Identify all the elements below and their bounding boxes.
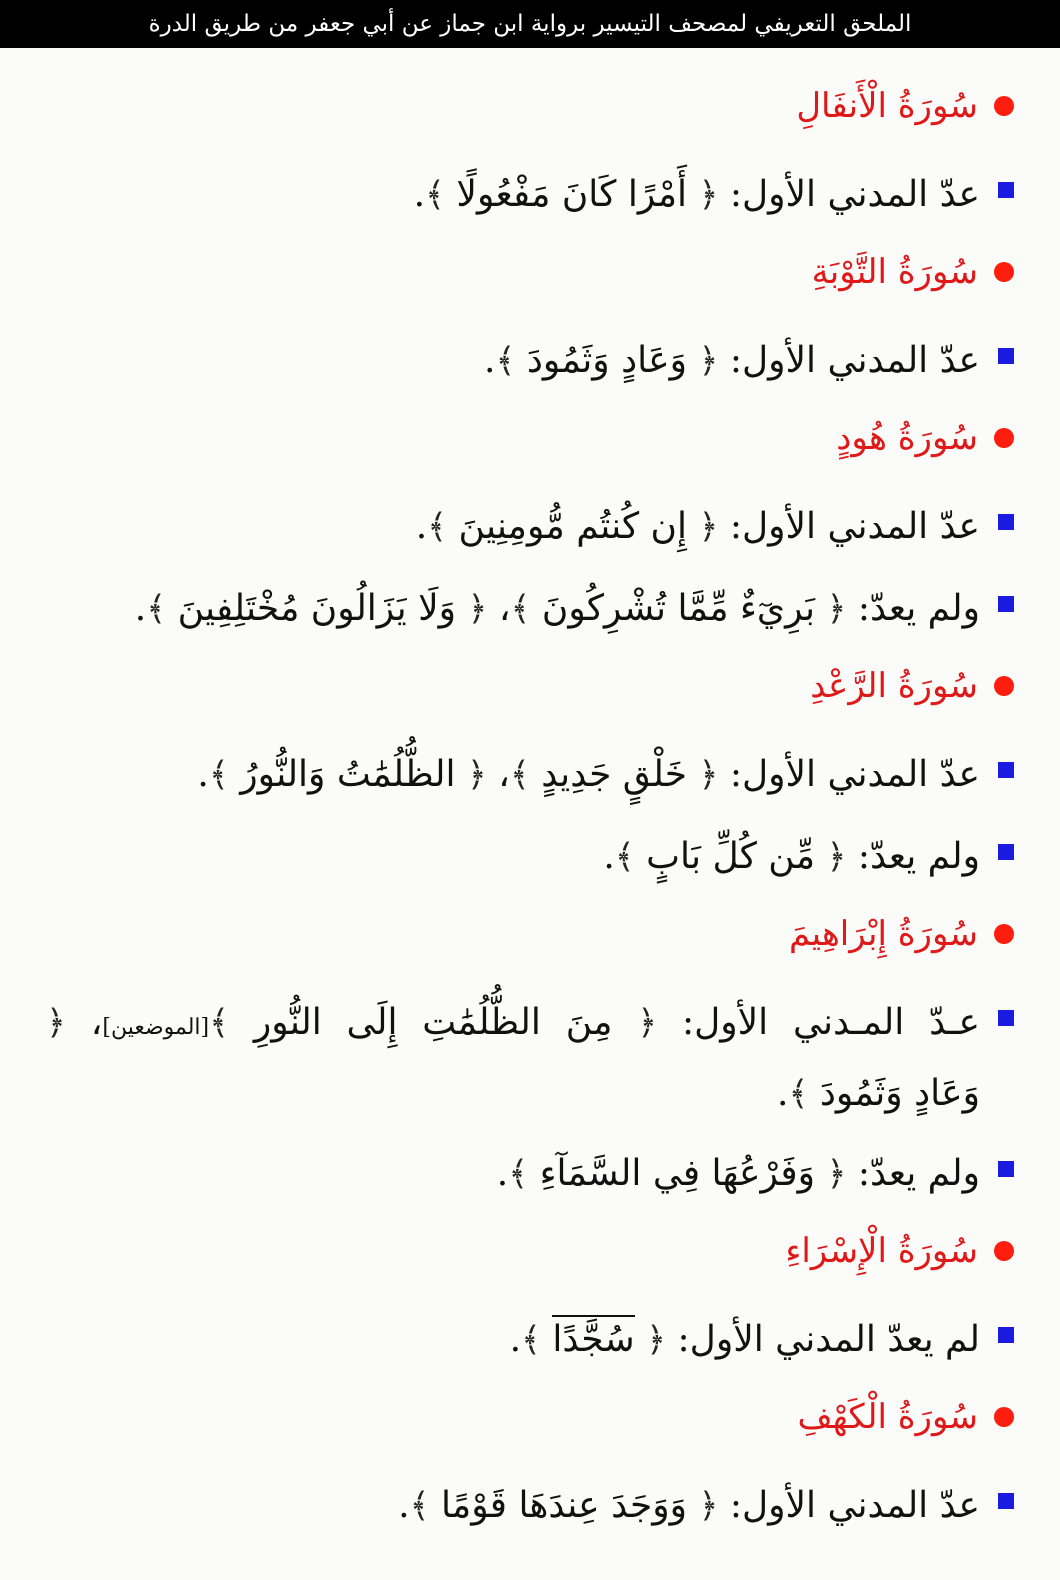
open-bracket: ﴿ xyxy=(698,507,719,547)
verse-text: الظُّلُمَٰتُ وَالنُّورُ xyxy=(240,754,456,795)
bullet-square-icon xyxy=(998,182,1014,198)
surah-name: سُورَةُ الْأَنفَالِ xyxy=(796,86,978,126)
period: . xyxy=(413,174,426,215)
verse-text: بَرِيٓءٌ مِّمَّا تُشْرِكُونَ xyxy=(541,588,815,629)
item-label: لم يعدّ المدني الأول: xyxy=(666,1319,980,1360)
verse-text: وَعَادٍ وَثَمُودَ xyxy=(526,340,687,381)
item-label: عدّ المدني الأول: xyxy=(718,1485,980,1526)
list-item xyxy=(46,314,1014,396)
surah-heading xyxy=(46,1375,1014,1459)
period: . xyxy=(496,1153,509,1194)
item-label: عدّ المدني الأول: xyxy=(718,174,980,215)
bullet-dot-icon xyxy=(994,96,1014,116)
close-bracket: ﴾ xyxy=(614,837,635,877)
surah-name: سُورَةُ الْكَهْفِ xyxy=(797,1397,978,1437)
close-bracket: ﴾ xyxy=(509,755,530,795)
bullet-square-icon xyxy=(998,1493,1014,1509)
list-item xyxy=(46,1293,1014,1375)
item-text xyxy=(497,1141,980,1207)
open-bracket: ﴿ xyxy=(826,837,847,877)
bullet-square-icon xyxy=(998,1161,1014,1177)
item-label: عدّ المدني الأول: xyxy=(718,340,980,381)
verse-text: خَلْقٍ جَدِيدٍ xyxy=(541,754,687,795)
list-item xyxy=(46,1459,1014,1541)
list-item xyxy=(46,1127,1014,1209)
close-bracket: ﴾ xyxy=(508,1154,529,1194)
bullet-square-icon xyxy=(998,348,1014,364)
list-item xyxy=(46,562,1014,644)
bullet-dot-icon xyxy=(994,1241,1014,1261)
open-bracket: ﴿ xyxy=(46,1003,66,1043)
open-bracket: ﴿ xyxy=(646,1320,667,1360)
item-text xyxy=(484,328,980,394)
list-item xyxy=(46,480,1014,562)
item-text xyxy=(46,990,980,1127)
verse-text: إِن كُنتُم مُّومِنِينَ xyxy=(458,506,687,547)
surah-name: سُورَةُ الْإِسْرَاءِ xyxy=(785,1231,978,1271)
close-bracket: ﴾ xyxy=(209,1003,230,1043)
surah-heading xyxy=(46,64,1014,148)
item-text xyxy=(398,1473,980,1539)
close-bracket: ﴾ xyxy=(208,755,229,795)
verse-text: وَفَرْعُهَا فِي السَّمَآءِ xyxy=(539,1153,815,1194)
bullet-dot-icon xyxy=(994,1407,1014,1427)
item-text xyxy=(510,1307,980,1373)
open-bracket: ﴿ xyxy=(637,1003,658,1043)
open-bracket: ﴿ xyxy=(698,341,719,381)
close-bracket: ﴾ xyxy=(409,1486,430,1526)
surah-heading xyxy=(46,396,1014,480)
open-bracket: ﴿ xyxy=(698,1486,719,1526)
surah-name: سُورَةُ الرَّعْدِ xyxy=(810,666,978,706)
item-text xyxy=(414,162,980,228)
list-item xyxy=(46,148,1014,230)
bullet-square-icon xyxy=(998,1010,1014,1026)
bullet-square-icon xyxy=(998,762,1014,778)
verse-text: سُجَّدًا xyxy=(552,1315,634,1360)
period: . xyxy=(134,588,147,629)
bullet-dot-icon xyxy=(994,676,1014,696)
surah-heading xyxy=(46,1209,1014,1293)
comma: ، xyxy=(65,1002,103,1043)
close-bracket: ﴾ xyxy=(788,1074,809,1114)
list-item xyxy=(46,728,1014,810)
bullet-square-icon xyxy=(998,1327,1014,1343)
close-bracket: ﴾ xyxy=(510,589,531,629)
item-label: عدّ المدني الأول: xyxy=(718,506,980,547)
list-item xyxy=(46,810,1014,892)
close-bracket: ﴾ xyxy=(425,175,445,215)
open-bracket: ﴿ xyxy=(826,1154,847,1194)
bullet-dot-icon xyxy=(994,924,1014,944)
open-bracket: ﴿ xyxy=(826,589,847,629)
period: . xyxy=(484,340,496,381)
item-label: ولم يعدّ: xyxy=(846,588,980,629)
comma: ، xyxy=(487,588,511,629)
verse-text: وَلَا يَزَالُونَ مُخْتَلِفِينَ xyxy=(177,588,457,629)
surah-name: سُورَةُ التَّوْبَةِ xyxy=(811,252,978,292)
open-bracket: ﴿ xyxy=(467,589,488,629)
surah-heading xyxy=(46,644,1014,728)
period: . xyxy=(415,506,428,547)
surah-name: سُورَةُ هُودٍ xyxy=(836,418,978,458)
item-label: عـدّ المـدني الأول: xyxy=(657,1002,980,1043)
close-bracket: ﴾ xyxy=(146,589,167,629)
verse-text: أَمْرًا كَانَ مَفْعُولًا xyxy=(456,174,687,215)
item-label: عدّ المدني الأول: xyxy=(718,754,980,795)
bullet-square-icon xyxy=(998,514,1014,530)
open-bracket: ﴿ xyxy=(466,755,487,795)
bullet-dot-icon xyxy=(994,262,1014,282)
bullet-square-icon xyxy=(998,596,1014,612)
item-text xyxy=(135,576,980,642)
verse-text: مِنَ الظُّلُمَٰتِ إِلَى النُّورِ xyxy=(253,1002,613,1043)
list-item xyxy=(46,976,1014,1127)
comma: ، xyxy=(486,754,510,795)
item-label: ولم يعدّ: xyxy=(846,836,980,877)
period: . xyxy=(509,1319,522,1360)
item-label: ولم يعدّ: xyxy=(846,1153,980,1194)
period: . xyxy=(197,754,209,795)
document-body xyxy=(46,64,1014,1541)
close-bracket: ﴾ xyxy=(427,507,448,547)
note-text: [الموضعين] xyxy=(102,1015,210,1040)
open-bracket: ﴿ xyxy=(698,755,719,795)
item-text xyxy=(603,824,980,890)
item-text xyxy=(416,494,980,560)
period: . xyxy=(398,1485,410,1526)
close-bracket: ﴾ xyxy=(495,341,516,381)
open-bracket: ﴿ xyxy=(698,175,719,215)
bullet-dot-icon xyxy=(994,428,1014,448)
surah-heading xyxy=(46,892,1014,976)
close-bracket: ﴾ xyxy=(521,1320,541,1360)
period: . xyxy=(603,836,615,877)
verse-text: وَعَادٍ وَثَمُودَ xyxy=(819,1073,980,1114)
period: . xyxy=(777,1073,789,1114)
bullet-square-icon xyxy=(998,844,1014,860)
surah-name: سُورَةُ إِبْرَاهِيمَ xyxy=(788,914,978,954)
item-text xyxy=(197,742,980,808)
verse-text: وَوَجَدَ عِندَهَا قَوْمًا xyxy=(440,1485,687,1526)
page-header: الملحق التعريفي لمصحف التيسير برواية ابن جماز عن أبي جعفر من طريق الدرة xyxy=(0,0,1060,48)
surah-heading xyxy=(46,230,1014,314)
verse-text: مِّن كُلِّ بَابٍ xyxy=(646,836,815,877)
